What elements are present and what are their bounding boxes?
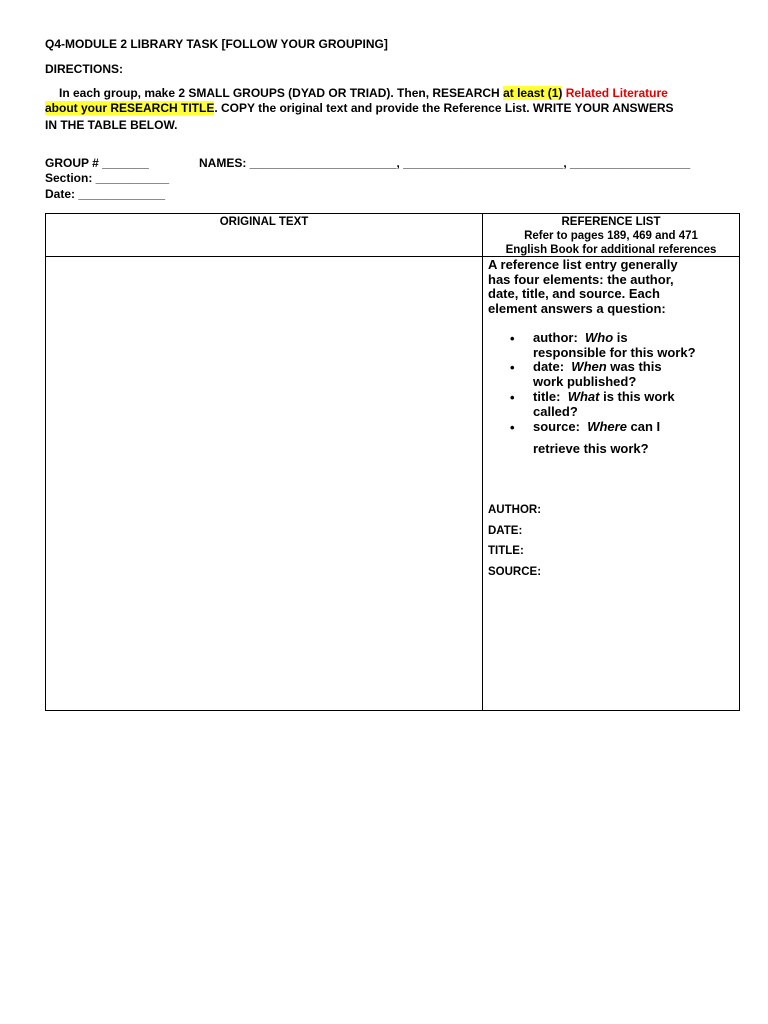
group-field[interactable]: GROUP # _______ [45, 156, 149, 170]
intro-line: has four elements: the author, [488, 271, 674, 287]
bullet-dot: • [510, 331, 515, 346]
reference-list-note-2: English Book for additional references [505, 244, 717, 256]
date-field-ref[interactable]: DATE: [488, 525, 523, 537]
page-title: Q4-MODULE 2 LIBRARY TASK [FOLLOW YOUR GROUPING] [45, 37, 388, 51]
original-text-header-cell [45, 213, 483, 257]
author-field[interactable]: AUTHOR: [488, 504, 542, 516]
intro-line: element answers a question: [488, 300, 666, 316]
bullet-author: author: Who is responsible for this work? [533, 330, 696, 360]
bullet-dot: • [510, 390, 515, 405]
bullet-source: source: Where can I retrieve this work? [533, 419, 661, 456]
bullet-dot: • [510, 420, 515, 435]
bullet-date: date: When was this work published? [533, 359, 662, 389]
title-field[interactable]: TITLE: [488, 545, 524, 557]
reference-list-header: REFERENCE LIST [561, 216, 661, 228]
original-text-header: ORIGINAL TEXT [219, 216, 309, 228]
section-field[interactable]: Section: ___________ [45, 171, 170, 185]
bullet-title: title: What is this work called? [533, 389, 675, 419]
reference-list-note-1: Refer to pages 189, 469 and 471 [524, 230, 698, 242]
source-field[interactable]: SOURCE: [488, 566, 542, 578]
reference-list-answer-cell[interactable] [482, 256, 740, 711]
directions-label: DIRECTIONS: [45, 62, 123, 76]
highlight-research-title: about your RESEARCH TITLE [45, 101, 215, 115]
instructions-line-1 [59, 86, 668, 100]
related-literature-text: Related Literature [565, 86, 668, 100]
instructions-line-3: IN THE TABLE BELOW. [45, 118, 178, 132]
highlight-at-least: at least (1) [503, 86, 563, 100]
instructions-line-2 [45, 101, 674, 115]
reference-list-header-cell [482, 213, 740, 257]
original-text-answer-cell[interactable] [45, 256, 483, 711]
instructions-text-2: . COPY the original text and provide the Reference List. WRITE YOUR ANSWERS [214, 101, 674, 115]
bullet-dot: • [510, 360, 515, 375]
intro-line: date, title, and source. Each [488, 286, 660, 301]
intro-line: A reference list entry generally [488, 257, 678, 272]
instructions-text: In each group, make 2 SMALL GROUPS (DYAD OR TRIAD). Then, RESEARCH [59, 86, 504, 100]
date-field[interactable]: Date: _____________ [45, 187, 166, 201]
names-field[interactable]: NAMES: ______________________, ________________________, __________________ [199, 156, 691, 170]
reference-intro [488, 258, 678, 316]
